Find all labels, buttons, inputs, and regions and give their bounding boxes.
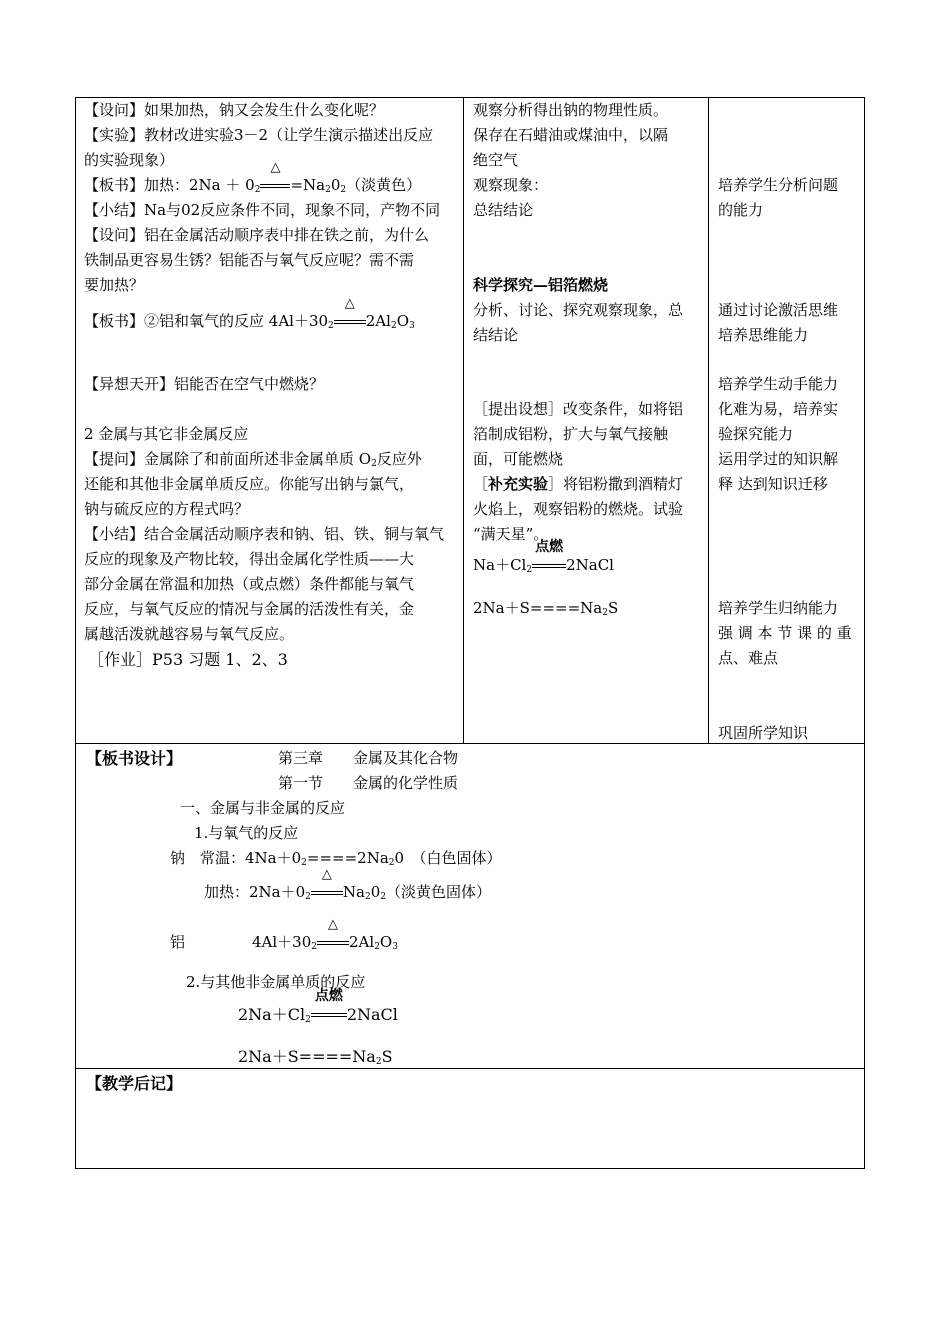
chapter-title: 第三章 金属及其化合物 bbox=[278, 749, 459, 767]
section-title: 第一节 金属的化学性质 bbox=[278, 774, 459, 792]
text-line: 要加热？ bbox=[84, 276, 145, 294]
text-line: 箔制成铝粉，扩大与氧气接触 bbox=[473, 425, 669, 443]
text-line: 培养学生归纳能力 bbox=[718, 599, 839, 617]
equation-al-oxygen: 【板书】②铝和氧气的反应 $4Al+30_2$ △ $2Al_2O_3$ bbox=[84, 296, 415, 331]
outline-subheading: 1.与氧气的反应 bbox=[194, 824, 299, 842]
equation-na-room-temp: 钠 常温：$4Na+0_2====2Na_20$ （白色固体） bbox=[170, 849, 502, 868]
text-line: 培养思维能力 bbox=[718, 326, 809, 344]
text-line: 火焰上，观察铝粉的燃烧。试验 bbox=[473, 500, 684, 518]
board-design-label: 【板书设计】 bbox=[86, 749, 183, 768]
text-line: 科学探究—铝箔燃烧 bbox=[473, 276, 609, 294]
column-divider-1 bbox=[463, 97, 464, 743]
text-line: 【小结】Na与02反应条件不同，现象不同，产物不同 bbox=[84, 201, 441, 219]
text-line: 点、难点 bbox=[718, 649, 779, 667]
equation-na-sulfur: $2Na+S====Na_2S$ bbox=[473, 599, 619, 618]
text-line: 【提问】金属除了和前面所述非金属单质 $O_2$反应外 bbox=[84, 450, 422, 469]
row-divider-postscript bbox=[75, 1068, 865, 1069]
text-line: 【异想天开】铝能否在空气中燃烧？ bbox=[84, 375, 325, 393]
text-line: 【设问】铝在金属活动顺序表中排在铁之前，为什么 bbox=[84, 226, 430, 244]
outline-subheading: 2.与其他非金属单质的反应 bbox=[186, 973, 366, 991]
equation-na-heating: 【板书】加热：$2Na + 0_2$ △ $=Na_20_2$（淡黄色） bbox=[84, 160, 422, 195]
text-line: 面，可能燃烧 bbox=[473, 450, 564, 468]
text-line: 【实验】教材改进实验3－2（让学生演示描述出反应 bbox=[84, 126, 434, 144]
text-line: 部分金属在常温和加热（或点燃）条件都能与氧气 bbox=[84, 575, 415, 593]
text-line: 还能和其他非金属单质反应。你能写出钠与氯气， bbox=[84, 475, 415, 493]
text-line: 培养学生分析问题 bbox=[718, 176, 839, 194]
text-line: 验探究能力 bbox=[718, 425, 794, 443]
text-line: 结结论 bbox=[473, 326, 519, 344]
text-line: 观察现象： bbox=[473, 176, 549, 194]
text-line: 总结结论 bbox=[473, 201, 534, 219]
text-line: 保存在石蜡油或煤油中，以隔 bbox=[473, 126, 669, 144]
text-line: 培养学生动手能力 bbox=[718, 375, 839, 393]
text-line: 钠与硫反应的方程式吗？ bbox=[84, 500, 250, 518]
text-line: 属越活泼就越容易与氧气反应。 bbox=[84, 625, 295, 643]
outline-heading: 一、金属与非金属的反应 bbox=[180, 799, 346, 817]
text-line: 【小结】结合金属活动顺序表和钠、铝、铁、铜与氧气 bbox=[84, 525, 445, 543]
text-line: 释 达到知识迁移 bbox=[718, 475, 828, 493]
equation-na-chlorine: $Na+Cl_2$ 点燃 2NaCl bbox=[473, 539, 614, 575]
text-line: 巩固所学知识 bbox=[718, 724, 809, 742]
text-line: ［补充实验］将铝粉撒到酒精灯 bbox=[473, 475, 684, 493]
text-line: 分析、讨论、探究观察现象，总 bbox=[473, 301, 684, 319]
text-line: 观察分析得出钠的物理性质。 bbox=[473, 101, 669, 119]
text-line: 反应，与氧气反应的情况与金属的活泼性有关，金 bbox=[84, 600, 415, 618]
column-divider-2 bbox=[708, 97, 709, 743]
teaching-postscript-label: 【教学后记】 bbox=[86, 1074, 183, 1093]
text-line: 绝空气 bbox=[473, 151, 519, 169]
homework-line: ［作业］P53 习题 1、2、3 bbox=[88, 650, 288, 669]
text-line: 铁制品更容易生锈？铝能否与氧气反应呢？需不需 bbox=[84, 251, 415, 269]
equation-na-heated: 加热：$2Na+0_2$ △ $Na_20_2$（淡黄色固体） bbox=[204, 867, 491, 902]
text-line: ［提出设想］改变条件，如将铝 bbox=[473, 400, 684, 418]
text-line: 通过讨论激活思维 bbox=[718, 301, 839, 319]
text-line: 化难为易，培养实 bbox=[718, 400, 839, 418]
text-line: 反应的现象及产物比较，得出金属化学性质——大 bbox=[84, 550, 415, 568]
text-line: 【设问】如果加热，钠又会发生什么变化呢？ bbox=[84, 101, 385, 119]
text-line: 的能力 bbox=[718, 201, 764, 219]
equation-s-board: $2Na+S====Na_2S$ bbox=[238, 1047, 393, 1067]
text-line: 2 金属与其它非金属反应 bbox=[84, 425, 249, 443]
text-line: 运用学过的知识解 bbox=[718, 450, 839, 468]
equation-al-board: $4Al+30_2$ △ $2Al_2O_3$ bbox=[252, 917, 398, 952]
aluminum-label: 铝 bbox=[170, 933, 186, 951]
text-line: 的实验现象） bbox=[84, 151, 175, 169]
text-line: 强 调 本 节 课 的 重 bbox=[718, 624, 852, 642]
text-line: “满天星”。 bbox=[473, 525, 549, 543]
equation-cl-board: $2Na+Cl_2$ 点燃 2NaCl bbox=[238, 988, 398, 1025]
